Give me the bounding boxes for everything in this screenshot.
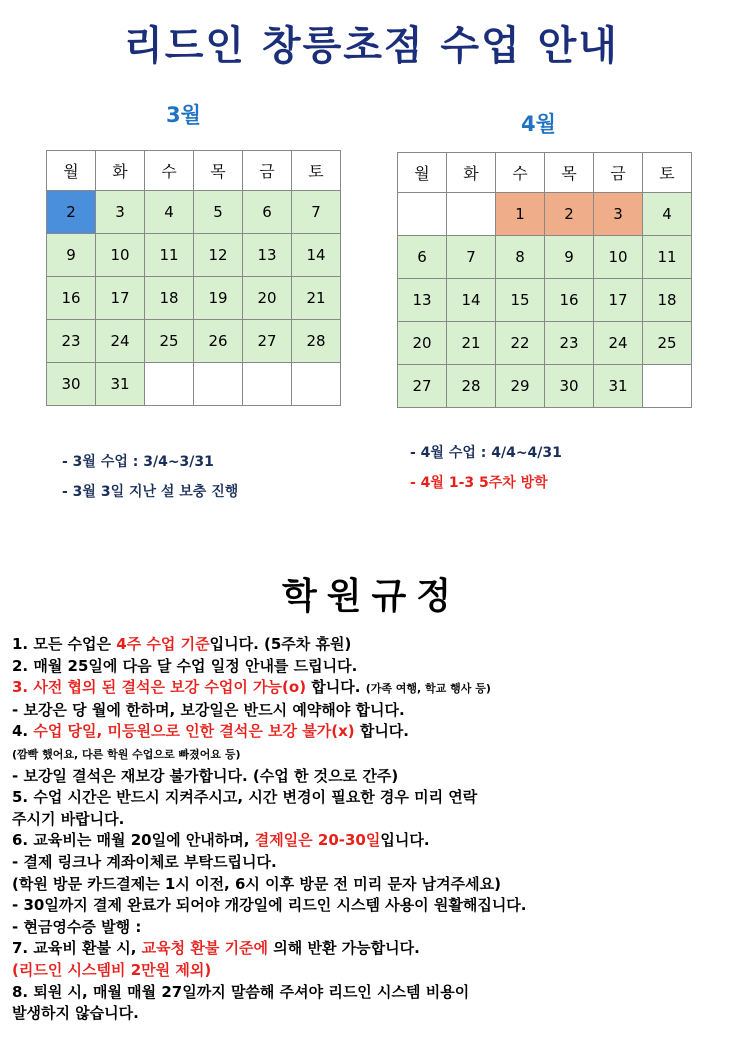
rule-line (12, 766, 737, 788)
weekday-cell: 금 (594, 153, 643, 193)
rule-text: 입니다. (5주차 휴원) (209, 635, 352, 653)
rule-line (12, 721, 737, 743)
day-cell: 23 (545, 322, 594, 365)
day-cell: 26 (194, 320, 243, 363)
rule-text: - 결제 링크나 계좌이체로 부탁드립니다. (12, 852, 277, 871)
day-cell: 29 (496, 365, 545, 408)
week-row (47, 234, 341, 277)
rule-line (12, 895, 737, 917)
day-cell: 3 (594, 193, 643, 236)
rule-line (12, 1003, 737, 1025)
day-cell: 22 (496, 322, 545, 365)
rule-line (12, 852, 737, 874)
april-label: 4월 (521, 112, 556, 136)
april-note-1: - 4월 수업 : 4/4~4/31 (410, 445, 562, 461)
march-calendar (46, 150, 341, 406)
day-cell (643, 365, 692, 408)
rule-line (12, 743, 737, 766)
weekday-cell: 목 (545, 153, 594, 193)
day-cell: 21 (447, 322, 496, 365)
day-cell (292, 363, 341, 406)
day-cell (243, 363, 292, 406)
rule-text: 입니다. (380, 831, 430, 850)
day-cell: 25 (643, 322, 692, 365)
day-cell (447, 193, 496, 236)
weekday-cell: 화 (447, 153, 496, 193)
day-cell: 1 (496, 193, 545, 236)
weekday-cell: 월 (398, 153, 447, 193)
rule-text: 의해 반환 가능합니다. (273, 939, 420, 958)
weekday-cell: 목 (194, 151, 243, 191)
day-cell: 28 (292, 320, 341, 363)
day-cell: 21 (292, 277, 341, 320)
weekday-cell: 금 (243, 151, 292, 191)
rule-text: - 30일까지 결제 완료가 되어야 개강일에 리드인 시스템 사용이 원활해집니다. (12, 896, 527, 915)
day-cell: 12 (194, 234, 243, 277)
rule-text: - 보강일 결석은 재보강 불가합니다. (수업 한 것으로 간주) (12, 766, 399, 785)
day-cell: 16 (47, 277, 96, 320)
day-cell: 18 (643, 279, 692, 322)
day-cell: 11 (643, 236, 692, 279)
rule-text: - 보강은 당 월에 한하며, 보강일은 반드시 예약해야 합니다. (12, 700, 405, 719)
rule-line (12, 809, 737, 831)
rule-text: (학원 방문 카드결제는 1시 이전, 6시 이후 방문 전 미리 문자 남겨주세요) (12, 874, 501, 893)
day-cell: 4 (145, 191, 194, 234)
week-row (398, 279, 692, 322)
day-cell: 7 (292, 191, 341, 234)
rule-line (12, 634, 737, 656)
april-calendar (397, 152, 692, 408)
rule-text: 합니다. (311, 678, 366, 697)
day-cell: 24 (96, 320, 145, 363)
rule-line (12, 938, 737, 960)
day-cell: 31 (96, 363, 145, 406)
weekday-cell: 토 (643, 153, 692, 193)
rules-title: 학원규정 (281, 576, 462, 617)
day-cell: 9 (47, 234, 96, 277)
day-cell: 8 (496, 236, 545, 279)
day-cell: 27 (243, 320, 292, 363)
day-cell: 13 (398, 279, 447, 322)
day-cell: 5 (194, 191, 243, 234)
march-note-2: - 3월 3일 지난 설 보충 진행 (62, 484, 239, 500)
rule-line (12, 874, 737, 896)
day-cell: 7 (447, 236, 496, 279)
day-cell: 24 (594, 322, 643, 365)
rule-text: (깜빡 했어요, 다른 학원 수업으로 빠졌어요 등) (12, 747, 241, 761)
day-cell: 9 (545, 236, 594, 279)
rule-text: 합니다. (359, 722, 409, 741)
rule-line (12, 656, 737, 678)
rule-text: 1. 모든 수업은 (12, 635, 117, 653)
rule-text: 교육청 환불 기준에 (141, 939, 274, 958)
week-row (398, 193, 692, 236)
weekday-cell: 화 (96, 151, 145, 191)
rule-text: 수업 당일, 미등원으로 인한 결석은 보강 불가(x) (33, 722, 360, 741)
day-cell: 17 (594, 279, 643, 322)
rule-text: 6. 교육비는 매월 20일에 안내하며, (12, 831, 255, 850)
day-cell: 20 (243, 277, 292, 320)
rule-text: (리드인 시스템비 2만원 제외) (12, 960, 212, 979)
day-cell (145, 363, 194, 406)
rule-text: 5. 수업 시간은 반드시 지켜주시고, 시간 변경이 필요한 경우 미리 연락 (12, 788, 478, 807)
march-label: 3월 (166, 103, 201, 127)
rule-text: 2. 매월 25일에 다음 달 수업 일정 안내를 드립니다. (12, 656, 358, 675)
day-cell (398, 193, 447, 236)
day-cell: 17 (96, 277, 145, 320)
day-cell: 3 (96, 191, 145, 234)
week-row (47, 320, 341, 363)
rule-text: 4. (12, 722, 34, 741)
rule-line (12, 917, 737, 939)
rule-text: 4주 수업 기준 (116, 635, 210, 653)
page-title: 리드인 창릉초점 수업 안내 (124, 23, 619, 69)
rule-line (12, 982, 737, 1004)
weekday-header (398, 153, 692, 193)
week-row (398, 236, 692, 279)
rules-list (12, 634, 737, 1025)
day-cell: 10 (96, 234, 145, 277)
day-cell: 20 (398, 322, 447, 365)
week-row (47, 191, 341, 234)
day-cell (194, 363, 243, 406)
weekday-cell: 월 (47, 151, 96, 191)
rule-line (12, 787, 737, 809)
day-cell: 6 (398, 236, 447, 279)
rule-text: 결제일은 20-30일 (254, 831, 381, 850)
rule-text: 주시기 바랍니다. (12, 809, 125, 828)
day-cell: 30 (545, 365, 594, 408)
rule-text: - 현금영수증 발행 : (12, 917, 142, 936)
week-row (47, 363, 341, 406)
rule-text: 3. 사전 협의 된 결석은 보강 수업이 가능(o) (12, 678, 312, 697)
weekday-cell: 토 (292, 151, 341, 191)
day-cell: 13 (243, 234, 292, 277)
day-cell: 2 (47, 191, 96, 234)
day-cell: 31 (594, 365, 643, 408)
april-note-2: - 4월 1-3 5주차 방학 (410, 475, 548, 491)
day-cell: 19 (194, 277, 243, 320)
day-cell: 14 (292, 234, 341, 277)
day-cell: 4 (643, 193, 692, 236)
day-cell: 18 (145, 277, 194, 320)
week-row (398, 365, 692, 408)
day-cell: 15 (496, 279, 545, 322)
rule-line (12, 830, 737, 852)
rule-line (12, 960, 737, 982)
weekday-header (47, 151, 341, 191)
week-row (398, 322, 692, 365)
week-row (47, 277, 341, 320)
day-cell: 30 (47, 363, 96, 406)
day-cell: 11 (145, 234, 194, 277)
weekday-cell: 수 (145, 151, 194, 191)
day-cell: 10 (594, 236, 643, 279)
day-cell: 14 (447, 279, 496, 322)
day-cell: 28 (447, 365, 496, 408)
rule-line (12, 700, 737, 722)
rule-text: 발생하지 않습니다. (12, 1004, 139, 1023)
rule-text: (가족 여행, 학교 행사 등) (365, 682, 491, 696)
day-cell: 25 (145, 320, 194, 363)
day-cell: 2 (545, 193, 594, 236)
day-cell: 23 (47, 320, 96, 363)
weekday-cell: 수 (496, 153, 545, 193)
rule-text: 8. 퇴원 시, 매월 매월 27일까지 말씀해 주셔야 리드인 시스템 비용이 (12, 982, 470, 1001)
rule-text: 7. 교육비 환불 시, (12, 939, 142, 958)
day-cell: 6 (243, 191, 292, 234)
day-cell: 27 (398, 365, 447, 408)
day-cell: 16 (545, 279, 594, 322)
rule-line (12, 677, 737, 700)
march-note-1: - 3월 수업 : 3/4~3/31 (62, 454, 214, 470)
